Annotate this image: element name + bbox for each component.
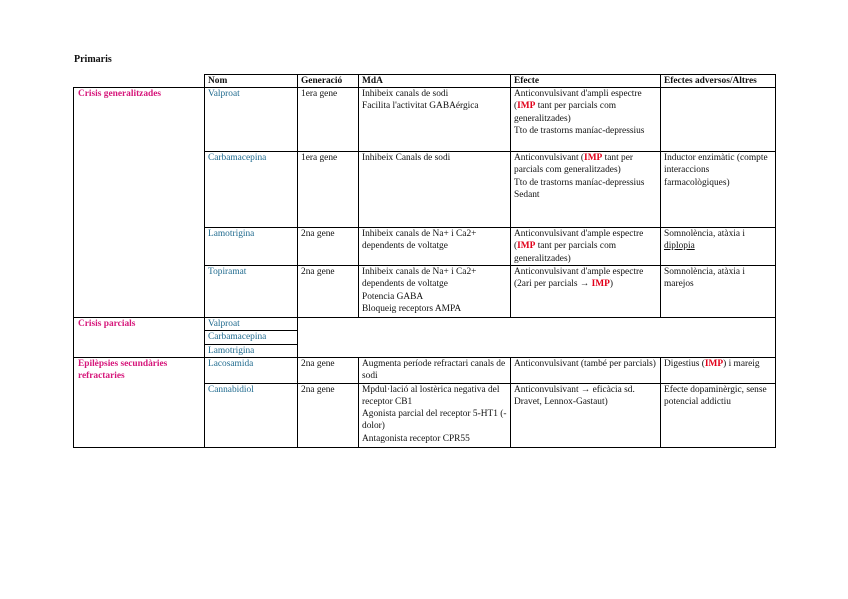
drug-adverse: Inductor enzimàtic (compte interaccions farmacològiques) <box>661 152 776 228</box>
drug-mda <box>359 88 511 152</box>
effect-text: Tto de trastorns maníac-depressius <box>514 125 645 136</box>
drug-generation: 2na gene <box>298 266 359 318</box>
drug-generation: 2na gene <box>298 357 359 383</box>
effect-text: Anticonvulsivant ( <box>514 153 585 164</box>
group-generalised: Crisis generalitzades <box>74 88 205 318</box>
drug-mda: Inhibeix Canals de sodi <box>359 152 511 228</box>
adverse-text: ) i mareig <box>723 358 760 369</box>
drug-table <box>73 74 776 448</box>
group-partial: Crisis parcials <box>74 318 205 358</box>
drug-mda: Inhibeix canals de Na+ i Ca2+ dependents de voltatge <box>359 228 511 266</box>
table-row <box>74 318 776 331</box>
effect-text: tant per parcials com generalitzades) <box>514 101 617 124</box>
imp-badge: IMP <box>591 279 610 290</box>
effect-text: Sedant <box>514 189 540 200</box>
drug-adverse: Efecte dopaminèrgic, sense potencial addictiu <box>661 383 776 447</box>
effect-text: ) <box>609 279 613 290</box>
adverse-underlined: diplopia <box>664 241 695 252</box>
group-refractory: Epilèpsies secundàries refractaries <box>74 357 205 447</box>
mda-line: Inhibeix canals de sodi <box>362 89 449 100</box>
drug-generation: 2na gene <box>298 228 359 266</box>
drug-name: Lamotrigina <box>205 344 298 357</box>
header-mda: MdA <box>359 75 511 88</box>
drug-mda: Augmenta període refractari canals de sodi <box>359 357 511 383</box>
drug-effect: Anticonvulsivant → eficàcia sd. Dravet, Lennox-Gastaut) <box>511 383 661 447</box>
header-empty <box>74 75 205 88</box>
empty-cell <box>298 318 776 358</box>
drug-effect <box>511 152 661 228</box>
mda-line: Bloqueig receptors AMPA <box>362 303 462 314</box>
drug-effect <box>511 88 661 152</box>
drug-name: Carbamacepina <box>205 331 298 344</box>
effect-text: Anticonvulsivant d'ampli espectre ( <box>514 89 642 112</box>
mda-line: Potencia GABA <box>362 291 424 302</box>
imp-badge: IMP <box>517 101 536 112</box>
drug-effect <box>511 266 661 318</box>
table-row <box>74 88 776 152</box>
drug-generation: 1era gene <box>298 152 359 228</box>
imp-badge: IMP <box>517 241 536 252</box>
drug-name: Valproat <box>205 318 298 331</box>
drug-name: Valproat <box>205 88 298 152</box>
header-efecte: Efecte <box>511 75 661 88</box>
mda-line: Inhibeix canals de Na+ i Ca2+ dependents de voltatge <box>362 267 477 290</box>
table-header-row <box>74 75 776 88</box>
drug-generation: 1era gene <box>298 88 359 152</box>
adverse-text: Somnolència, atàxia i <box>664 229 745 240</box>
drug-adverse <box>661 357 776 383</box>
drug-name: Lacosamida <box>205 357 298 383</box>
adverse-text: Digestius ( <box>664 358 705 369</box>
page-heading: Primaris <box>74 54 112 65</box>
effect-text: Anticonvulsivant d'ample espectre ( <box>514 229 644 252</box>
drug-name: Lamotrigina <box>205 228 298 266</box>
drug-generation: 2na gene <box>298 383 359 447</box>
effect-text: tant per parcials com generalitzades) <box>514 241 617 264</box>
drug-effect: Anticonvulsivant (també per parcials) <box>511 357 661 383</box>
drug-mda <box>359 266 511 318</box>
drug-name: Topiramat <box>205 266 298 318</box>
header-efectes-adversos: Efectes adversos/Altres <box>661 75 776 88</box>
imp-badge: IMP <box>584 153 603 164</box>
drug-adverse <box>661 228 776 266</box>
mda-line: Facilita l'activitat GABAérgica <box>362 101 479 112</box>
header-generacio: Generació <box>298 75 359 88</box>
mda-line: Antagonista receptor CPR55 <box>362 433 470 444</box>
drug-adverse <box>661 88 776 152</box>
drug-effect <box>511 228 661 266</box>
mda-line: Mpdul·lació al lostèrica negativa del receptor CB1 <box>362 384 500 408</box>
effect-text: Tto de trastorns maníac-depressius <box>514 177 645 188</box>
drug-name: Cannabidiol <box>205 383 298 447</box>
effect-text: tant per parcials com generalitzades) <box>514 153 633 176</box>
effect-text: Anticonvulsivant d'ample espectre (2ari per parcials → <box>514 267 644 290</box>
table-row <box>74 357 776 383</box>
imp-badge: IMP <box>704 358 724 369</box>
drug-name: Carbamacepina <box>205 152 298 228</box>
drug-mda <box>359 383 511 447</box>
mda-line: Agonista parcial del receptor 5-HT1 (- dolor) <box>362 409 507 432</box>
drug-adverse: Somnolència, atàxia i marejos <box>661 266 776 318</box>
header-nom: Nom <box>205 75 298 88</box>
